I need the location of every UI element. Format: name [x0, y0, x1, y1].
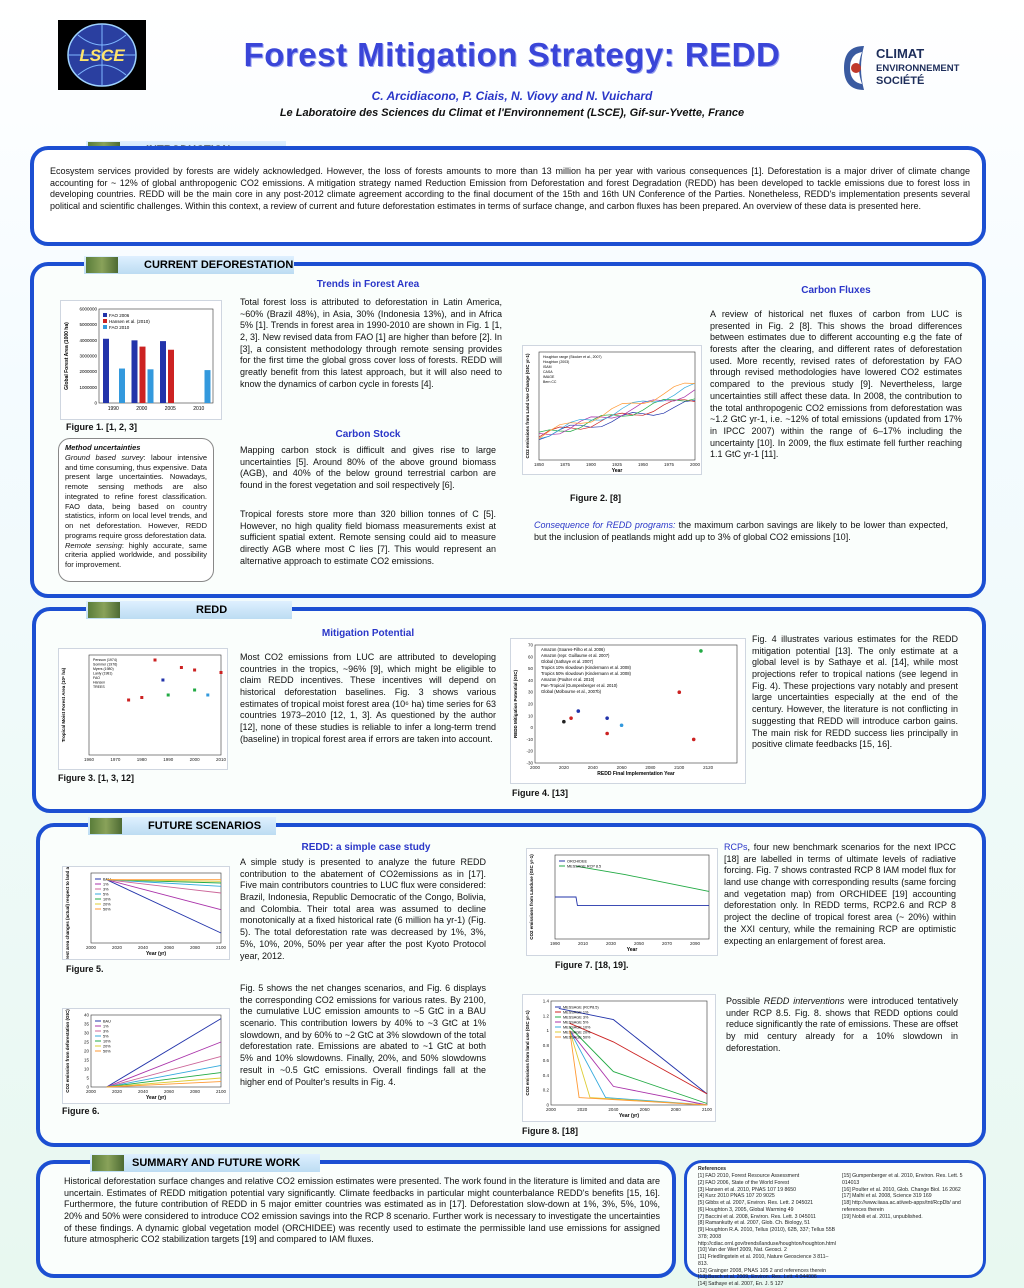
legend-label: BAU [103, 877, 111, 882]
y-tick-label: 1.4 [542, 998, 549, 1004]
x-tick-label: 2000 [85, 1089, 97, 1094]
y-tick-label: 0 [94, 400, 97, 406]
legend-label: Bern CC [543, 380, 557, 384]
figure-4-text: Fig. 4 illustrates various estimates for the REDD mitigation potential [13]. The only estimate at a global level is by Sathaye et al. [14], while most projections refer to tropical nations (see legend in Fig. 4). These projections vary notably and present large uncertainties especially at the end of the century. However, the literature is not conflicting in suggesting that REDD will introduce carbon gains. The main risk for REDD success lies principally in positive climate feedbacks [15, 16]. [752, 634, 958, 750]
figure-7-caption: Figure 7. [18, 19]. [555, 960, 629, 970]
figure-4 [510, 638, 746, 784]
data-point [220, 671, 223, 674]
bar-fao-2010 [148, 369, 154, 403]
figure-8-caption: Figure 8. [18] [522, 1126, 579, 1136]
y-tick-label: 5000000 [79, 322, 97, 328]
figure-5-caption: Figure 5. [66, 964, 104, 974]
figure-3-chart [59, 649, 227, 769]
x-tick-label: 2060 [616, 765, 627, 770]
y-tick-label: 0.8 [542, 1043, 549, 1049]
legend-label: MESSAGE 3% [563, 1015, 589, 1020]
figure-1 [60, 300, 222, 420]
figure-3-caption: Figure 3. [1, 3, 12] [58, 773, 135, 783]
summary-heading: SUMMARY AND FUTURE WORK [90, 1154, 320, 1172]
y-axis-label: Net forest area changes (actual) respect to land area at 2010 [65, 867, 70, 959]
legend-label: FAO 2006 [109, 313, 130, 318]
data-point [620, 723, 624, 727]
data-point [206, 694, 209, 697]
method-uncertainties-ground: Ground based survey: labour intensive and time consuming, thus expensive. Data present large uncertainties. Nowadays, remote sensing methods are also integrated to refine forest classification. FAO data, being based on country statistics, inform on local level trends, and on net deforestation. However, REDD programs require gross deforestation data. [65, 452, 207, 540]
x-axis-label: Year (yr) [145, 951, 167, 957]
figure-8-chart [523, 995, 715, 1121]
rcp-text: RCPs, four new benchmark scenarios for the next IPCC [18] are labelled in terms of ultimate levels of radiative forcing. Fig. 7 shows contrasted RCP 8 IAM model flux for land use change with corresponding results (same forcing and vegetation map) from ORCHIDEE [19] accounting deforestation only. In REDD terms, RCP2.6 and RCP 8 project the decline of tropical forest area (~ 20%) within the XXI century, while the remaining RCP are optimistic expecting an enlargement of forest area. [724, 842, 956, 946]
legend-label: 20% [103, 902, 111, 907]
x-tick-label: 2100 [215, 1089, 227, 1094]
figure-8 [522, 994, 716, 1122]
y-tick-label: -30 [526, 760, 533, 766]
x-tick-label: 1975 [663, 462, 675, 467]
reference-item: [14] Sathaye et al. 2007, En. J. 5 127 [698, 1281, 784, 1287]
trends-title: Trends in Forest Area [316, 279, 420, 290]
x-tick-label: 2080 [645, 765, 656, 770]
y-axis-label: Global Forest Area (1000 ha) [64, 322, 70, 390]
y-tick-label: 40 [83, 1012, 89, 1018]
data-point [605, 716, 609, 720]
legend-label: FAO 2010 [109, 325, 130, 330]
y-tick-label: 5 [86, 1075, 89, 1081]
data-point [127, 699, 130, 702]
mitigation-potential-title: Mitigation Potential [321, 628, 415, 639]
x-tick-label: 2070 [661, 941, 673, 946]
figure-3 [58, 648, 228, 770]
bar-fao-2006 [132, 340, 138, 403]
figure-5 [62, 866, 230, 960]
svg-text:ENVIRONNEMENT: ENVIRONNEMENT [876, 63, 960, 74]
reference-item: [7] Baccini et al. 2008, Environ. Res. Lett. 3 045011 [698, 1213, 816, 1220]
carbon-stock-title: Carbon Stock [335, 429, 401, 440]
legend-label: Amazon (Soares-Filho et al. 2006) [541, 647, 605, 652]
x-tick-label: 2100 [215, 945, 227, 950]
x-axis-label: Year (yr) [145, 1095, 167, 1101]
legend-label: MESSAGE 5% [563, 1020, 589, 1025]
y-tick-label: 15 [83, 1057, 89, 1063]
y-axis-label: CO2 emissions from Land Use Change (GtC yr-1) [525, 353, 530, 459]
references-left-column [698, 1173, 838, 1288]
x-tick-label: 2010 [215, 757, 227, 762]
reference-item: [17] Malhi et al. 2008, Science 319 169 [842, 1193, 932, 1200]
data-point [167, 694, 170, 697]
legend-label: Sommer (1976) [93, 662, 118, 667]
x-tick-label: 2005 [164, 406, 176, 412]
reference-item: [2] FAO 2006, State of the World Forest [698, 1179, 790, 1186]
x-tick-label: 2120 [703, 765, 714, 770]
x-tick-label: 2050 [633, 941, 645, 946]
y-tick-label: 30 [83, 1030, 89, 1036]
legend-swatch [103, 325, 107, 329]
figure-2 [522, 345, 702, 475]
x-tick-label: 2030 [605, 941, 617, 946]
figure-5-chart [63, 867, 229, 959]
case-study-text-1: A simple study is presented to analyze the future REDD contribution to the abatement of CO2emissions as in [17]. Five main contributors countries to LUC flux were considered: Brazil, Indonesia, Republic Democratic of the Congo, Bolivia, and Colombia. Their total area was assumed to decline monotonically at a fixed historical rate (6 million ha yr-1) (Fig. 5). The total deforestation rate was decreased by 1%, 3%, 5%, 10%, 20%, 50% per year after the post Kyoto Protocol year, 2012. [240, 857, 486, 961]
legend-swatch [103, 319, 107, 323]
y-tick-label: 6000000 [79, 306, 97, 312]
data-point [569, 716, 573, 720]
x-tick-label: 1875 [559, 462, 571, 467]
x-tick-label: 2080 [189, 945, 201, 950]
y-tick-label: 1 [546, 1028, 549, 1034]
y-tick-label: 1000000 [79, 384, 97, 390]
forest-thumbnail-icon [86, 257, 118, 273]
reference-item: [11] Friedlingstein et al. 2010, Nature Geoscience 3 811–813. [698, 1254, 829, 1267]
legend-label: Amazon (Poulter et al. 2010) [541, 677, 595, 682]
x-tick-label: 2010 [193, 406, 205, 412]
x-axis-label: Year (yr) [618, 1113, 640, 1119]
legend-label: Global (Molbourne et al., 2007b) [541, 689, 602, 694]
data-point [154, 659, 157, 662]
reference-item: [8] Ramankutty et al. 2007, Glob. Ch. Biology, 51 [698, 1220, 811, 1227]
x-tick-label: 2100 [701, 1107, 713, 1112]
x-tick-label: 2060 [163, 945, 175, 950]
data-point [576, 709, 580, 713]
x-tick-label: 1970 [110, 757, 121, 762]
y-tick-label: 0.4 [542, 1072, 549, 1078]
bar-hansen-et-al-2010- [168, 350, 174, 403]
legend-label: MESSAGE 10% [563, 1025, 591, 1030]
x-tick-label: 2040 [608, 1107, 619, 1112]
reference-item: [18] http://www.iiasa.ac.at/web-apps/tnt/RcpDb/ and references therein [842, 1200, 961, 1213]
carbon-stock-text-2: Tropical forests store more than 320 billion tonnes of C [5]. However, no high quality field biomass measurements exist at sufficient spatial extent. Remote sensing could aid to measure directly AGB where most C lies [7]. This would represent an alternative approach to estimate CO2 emissions. [240, 509, 496, 566]
figure-1-caption: Figure 1. [1, 2, 3] [66, 422, 138, 432]
legend-label: MESSAGE RCP 8.5 [567, 864, 602, 869]
x-tick-label: 2000 [189, 757, 200, 762]
legend-label: 5% [103, 1034, 109, 1039]
carbon-fluxes-text: A review of historical net fluxes of carbon from LUC is presented in Fig. 2 [8]. This shows the broad differences between estimates due to different accounting e.g the fate of forests after the clearing, and different rates of deforestation used. More recently, revised rates of deforestation by FAO through revised methodologies have lowered CO2 estimates compared to the previous study [9]. Nevertheless, large uncertainties still affect these data. In 2008, the contribution to the total anthropogenic CO2 emissions from deforestation was ~1.2 GtC yr-1, i.e. ~12% of total emissions (updated from 17% in IPCC 2007) within the range of 6–17% including the uncertainty [10]. In 2009, the flux estimate fell further reaching 1.1 GtC yr-1 [11]. [710, 309, 962, 460]
case-study-title: REDD: a simple case study [301, 842, 431, 853]
legend-label: 10% [103, 897, 111, 902]
y-tick-label: 50 [527, 666, 533, 672]
legend-swatch [103, 313, 107, 317]
x-tick-label: 2020 [558, 765, 569, 770]
x-tick-label: 1925 [611, 462, 623, 467]
x-tick-label: 2080 [670, 1107, 681, 1112]
legend-label: ORCHIDEE [567, 859, 588, 864]
y-tick-label: 25 [83, 1039, 89, 1045]
legend-label: MESSAGE 50% [563, 1035, 591, 1040]
y-tick-label: 40 [527, 677, 533, 683]
legend-label: Amazon (repr. Guillaume et al. 2007) [541, 653, 610, 658]
method-uncertainties-remote: Remote sensing: highly accurate, same criteria applied worldwide, and possibility for improvement. [65, 540, 207, 569]
summary-text: Historical deforestation surface changes and relative CO2 emission estimates were presented. The work found in the literature is limited and data are uncertain. Estimates of REDD mitigation potential vary significantly. Climate feedbacks in particular might counterbalance REDD's benefits [15, 16]. Furthermore, the future contribution of REDD in 5 major emitter countries was estimated as in [17]. Deforestation slow-down at 1%, 3%, 5%, 10%, 20% and 50% were considered to introduce CO2 emission savings into the RCP 8 scenario. Further work is necessary to investigate the uncertainties of these findings. A dynamic global vegetation model (ORCHIDEE) was recently used to estimate the permissible land use emissions for assigned future atmospheric CO2 stabilization targets [19] and compared to IAM fluxes. [64, 1176, 660, 1245]
reference-item: [4] Kurz 2010 PNAS 107 20 9025 [698, 1193, 775, 1200]
x-tick-label: 2000 [529, 765, 541, 770]
mitigation-potential-text: Most CO2 emissions from LUC are attributed to developing countries in the tropics, ~96% [9], which might be eligible to claim REDD incentives. These incentives will depend on historical deforestation baselines. Fig. 3 shows various estimates of tropical moist forest area (10⁶ ha) time series for 63 countries 1973–2010 [12, 1, 3]. As questioned by the author [12], none of these studies is reliable to infer a long-term trend (baseline) in tropical forest area if errors are taken into account. [240, 652, 496, 744]
legend-label: FAO [93, 676, 101, 680]
data-point [193, 669, 196, 672]
legend-label: Houghton (2003) [543, 360, 570, 364]
legend-label: TREES [93, 685, 105, 689]
legend-label: 1% [103, 882, 109, 887]
y-axis-label: CO2 emissions from Landuse (GtC yr-1) [529, 854, 534, 940]
y-tick-label: 10 [83, 1066, 89, 1072]
x-tick-label: 2040 [137, 1089, 149, 1094]
y-tick-label: 20 [83, 1048, 89, 1054]
legend-label: Tropics 10% slowdown (Kindermann et al. 2008) [541, 665, 631, 670]
carbon-fluxes-title: Carbon Fluxes [801, 285, 871, 296]
y-tick-label: 1.2 [542, 1013, 549, 1019]
y-tick-label: 0 [546, 1102, 549, 1108]
x-tick-label: 1960 [83, 757, 95, 762]
legend-label: 20% [103, 1044, 111, 1049]
legend-label: CASA [543, 370, 553, 374]
x-tick-label: 2000 [85, 945, 97, 950]
x-tick-label: 2000 [689, 462, 701, 467]
figure-4-caption: Figure 4. [13] [512, 788, 569, 798]
figure-2-caption: Figure 2. [8] [570, 493, 622, 503]
y-tick-label: 3000000 [79, 353, 97, 359]
x-tick-label: 2060 [639, 1107, 650, 1112]
x-tick-label: 1850 [533, 462, 545, 467]
legend-label: Tropics 50% slowdown (Kindermann et al. 2008) [541, 671, 631, 676]
legend-label: 5% [103, 892, 109, 897]
method-uncertainties-title: Method uncertainties [65, 443, 141, 452]
x-axis-label: Year [611, 468, 623, 474]
y-tick-label: 35 [83, 1021, 89, 1027]
x-tick-label: 1900 [585, 462, 597, 467]
x-tick-label: 2080 [189, 1089, 201, 1094]
bar-fao-2006 [160, 341, 166, 403]
reference-item: [13] Busch et al. 2009, Environ. Res. Lett. 4 044006 [698, 1274, 817, 1281]
reference-item: [9] Houghton R.A. 2010, Tellus (2010), 62B, 337; Tellus 55B 378; 2008 http://cdiac.ornl.gov/trends/landuse/houghton/houghton.html [698, 1227, 836, 1247]
legend-label: 50% [103, 1049, 111, 1054]
legend-label: Lanly (1981) [93, 671, 113, 676]
y-tick-label: 70 [527, 642, 533, 648]
legend-label: Hansen et al. (2010) [109, 319, 150, 324]
legend-label: IMAGE [543, 375, 555, 379]
x-tick-label: 1990 [549, 941, 561, 946]
intro-text: Ecosystem services provided by forests are widely acknowledged. However, the loss of forests amounts to more than 13 million ha per year with various consequences [1]. Deforestation is a major driver of climate change accounting for ~ 12% of global anthropogenic CO2 emissions. A mitigation strategy named Reduction Emission from Deforestation and forest Degradation (REDD) has been developed to tackle emissions due to forest loss in developing countries. REDD will be the main core in any post-2012 climate agreement according to the final document of the 15th and 16th UN Conference of the Parties. Nonetheless, REDD's implementation presents several political and scientific challenges. Within this context, a review of current and future deforestation estimates in terms of surface change, and carbon fluxes has been prepared. An overview of these data is presented here. [50, 166, 970, 212]
data-point [699, 649, 703, 653]
reference-item: [19] Nobili et al. 2011, unpublished. [842, 1213, 923, 1220]
y-tick-label: -20 [526, 748, 533, 754]
bar-fao-2006 [103, 339, 109, 403]
poster-authors: C. Arcidiacono, P. Ciais, N. Viovy and N. Vuichard [371, 89, 653, 103]
x-tick-label: 1980 [136, 757, 147, 762]
legend-label: Houghton range (Stocker et al., 2007) [543, 355, 602, 359]
y-tick-label: -10 [526, 736, 533, 742]
data-point [180, 666, 183, 669]
bar-fao-2010 [205, 370, 211, 403]
bar-hansen-et-al-2010- [140, 347, 146, 403]
poster-title: Forest Mitigation Strategy: REDD [243, 36, 781, 73]
y-tick-label: 10 [527, 713, 533, 719]
x-tick-label: 2020 [577, 1107, 588, 1112]
data-point [692, 738, 696, 742]
carbon-stock-text-1: Mapping carbon stock is difficult and gives rise to large uncertainties [5]. Around 80% of the above ground biomass (AGB), and 40% of the below ground terrestrial carbon are found in the forest vegetation and soil respectively [6]. [240, 445, 496, 491]
legend-label: Global (Sathaye et al. 2007) [541, 659, 594, 664]
y-axis-label: Tropical Moist Forest Area (10⁶ ha) [61, 667, 66, 743]
y-tick-label: 2000000 [79, 369, 97, 375]
legend-label: BAU [103, 1019, 111, 1024]
reference-item: [12] Grainger 2008, PNAS 105 2 and references therein [698, 1267, 827, 1274]
y-tick-label: 60 [527, 654, 533, 660]
data-point [562, 720, 566, 724]
x-tick-label: 2060 [163, 1089, 175, 1094]
svg-text:SOCIÉTÉ: SOCIÉTÉ [876, 75, 925, 87]
poster-affiliation: Le Laboratoire des Sciences du Climat et l'Environnement (LSCE), Gif-sur-Yvette, France [279, 107, 745, 119]
legend-label: 1% [103, 1024, 109, 1029]
references-right-column [842, 1173, 978, 1220]
legend-label: Persson (1974) [93, 658, 117, 662]
x-tick-label: 1990 [163, 757, 174, 762]
x-axis-label: Year [626, 947, 638, 953]
data-point [193, 689, 196, 692]
x-tick-label: 2000 [136, 406, 148, 412]
x-tick-label: 2040 [587, 765, 598, 770]
reference-item: [16] Poulter et al. 2010, Glob. Change Biol. 16 2062 [842, 1186, 961, 1193]
legend-label: 3% [103, 887, 109, 892]
x-tick-label: 2010 [577, 941, 589, 946]
y-tick-label: 30 [527, 689, 533, 695]
intro-panel [30, 146, 986, 246]
y-tick-label: 0 [86, 1084, 89, 1090]
figure-4-chart [511, 639, 745, 783]
data-point [605, 732, 609, 736]
bar-fao-2010 [119, 369, 125, 403]
references-title: References [698, 1166, 726, 1172]
future-scenarios-heading: FUTURE SCENARIOS [88, 817, 276, 835]
reference-item: [5] Gibbs et al. 2007, Environ. Res. Lett. 2 045021 [698, 1200, 814, 1206]
legend-label: MESSAGE (RCP8.5) [563, 1005, 599, 1010]
x-axis-label: REDD Final Implementation Year [597, 771, 675, 777]
forest-thumbnail-icon [92, 1155, 124, 1171]
figure-2-chart [523, 346, 701, 474]
data-point [140, 696, 143, 699]
figure-1-chart [61, 301, 221, 419]
x-tick-label: 2100 [674, 765, 685, 770]
legend-label: 3% [103, 1029, 109, 1034]
x-tick-label: 2000 [545, 1107, 557, 1112]
x-tick-label: 1950 [637, 462, 649, 467]
interventions-text: Possible REDD interventions were introduced tentatively under RCP 8.5. Fig. 8. shows that REDD options could reduce significantly the rate of emissions. These are offset by mid century already for a 10% slowdown in deforestation. [726, 996, 958, 1053]
reference-item: [1] FAO 2010, Forest Resource Assessment [698, 1173, 800, 1179]
legend-label: 50% [103, 907, 111, 912]
y-tick-label: 20 [527, 701, 533, 707]
legend-label: Pan-Tropical (Gumpenberger et al. 2010) [541, 683, 618, 688]
data-point [677, 690, 681, 694]
figure-6-chart [63, 1009, 229, 1103]
data-point [161, 679, 164, 682]
svg-text:CLIMAT: CLIMAT [876, 46, 925, 61]
x-tick-label: 2040 [137, 945, 149, 950]
redd-heading: REDD [86, 601, 292, 619]
legend-label: ISAM [543, 365, 552, 369]
case-study-text-2: Fig. 5 shows the net changes scenarios, and Fig. 6 displays the corresponding CO2 emissions for various rates. By 2100, the cumulative LUC emission amounts to ~5 GtC in a BAU scenario. This contribution lowers by 40% to ~3 GtC at 1% slowdown, and by 60% to ~2 GtC at 3% slowdown of the total deforestation rate. Emissions are abated to ~1 GtC at both 5% and 10% slowdowns. Finally, 20%, and 50% slowdowns result in ~0.5 GtC emissions. Overall findings fall at the higher end of Poulter's results in Fig. 4. [240, 983, 486, 1087]
x-tick-label: 1990 [107, 406, 119, 412]
y-tick-label: 0.6 [542, 1057, 549, 1063]
reference-item: [3] Hansen et al. 2010, PNAS 107 19 8650 [698, 1186, 797, 1193]
figure-6-caption: Figure 6. [62, 1106, 100, 1116]
y-axis-label: CO2 emissions from land use (GtC yr-1) [525, 1010, 530, 1096]
figure-7 [526, 848, 718, 956]
y-tick-label: 4000000 [79, 337, 97, 343]
reference-item: [10] Van der Werf 2009, Nat. Geosci. 2 [698, 1247, 787, 1254]
climat-environnement-societe-logo [842, 40, 972, 96]
method-uncertainties-box [58, 438, 214, 582]
x-tick-label: 2090 [689, 941, 701, 946]
consequence-text: Consequence for REDD programs: the maximum carbon savings are likely to be lower than expected, but the inclusion of peatlands might add up to 3% of global CO2 emissions [10]. [534, 520, 948, 542]
legend-label: MESSAGE 1% [563, 1010, 589, 1015]
y-tick-label: 0 [530, 725, 533, 731]
reference-item: [6] Houghton 3, 2005, Global Warming 49 [698, 1206, 794, 1213]
svg-text:LSCE: LSCE [79, 46, 125, 65]
reference-item: [15] Gumpenberger et al. 2010, Environ. Res. Lett. 5 014013 [842, 1173, 963, 1186]
figure-6 [62, 1008, 230, 1104]
x-tick-label: 2020 [111, 1089, 123, 1094]
legend-label: Hansen [93, 680, 106, 685]
forest-thumbnail-icon [88, 602, 120, 618]
forest-thumbnail-icon [90, 818, 122, 834]
legend-label: 10% [103, 1039, 111, 1044]
legend-label: MESSAGE 20% [563, 1030, 591, 1035]
y-axis-label: REDD Mitigation Potential (GtC) [513, 670, 518, 738]
legend-label: Myers (1980) [93, 667, 114, 671]
y-axis-label: CO2 emission from deforestation (GtC) [65, 1009, 70, 1093]
current-deforestation-heading: CURRENT DEFORESTATION [84, 256, 294, 274]
trends-text: Total forest loss is attributed to deforestation in Latin America, ~60% (Brazil 48%), in Asia, 30% (Indonesia 13%), and in Africa 5% [1]. Trends in forest area in 1990-2010 are shown in Fig. 1 [1, 2, 3]. New revised data from FAO [1] are higher than before [2]. In [3], a consistent methodology through remote sensing provides for the first time the global gross cover loss of forests. REDD will greatly benefit from this latest approach, but it will also need to know the dynamics of carbon cycle in forests [4]. [240, 297, 502, 389]
figure-7-chart [527, 849, 717, 955]
x-tick-label: 2020 [111, 945, 123, 950]
y-tick-label: 0.2 [542, 1087, 549, 1093]
